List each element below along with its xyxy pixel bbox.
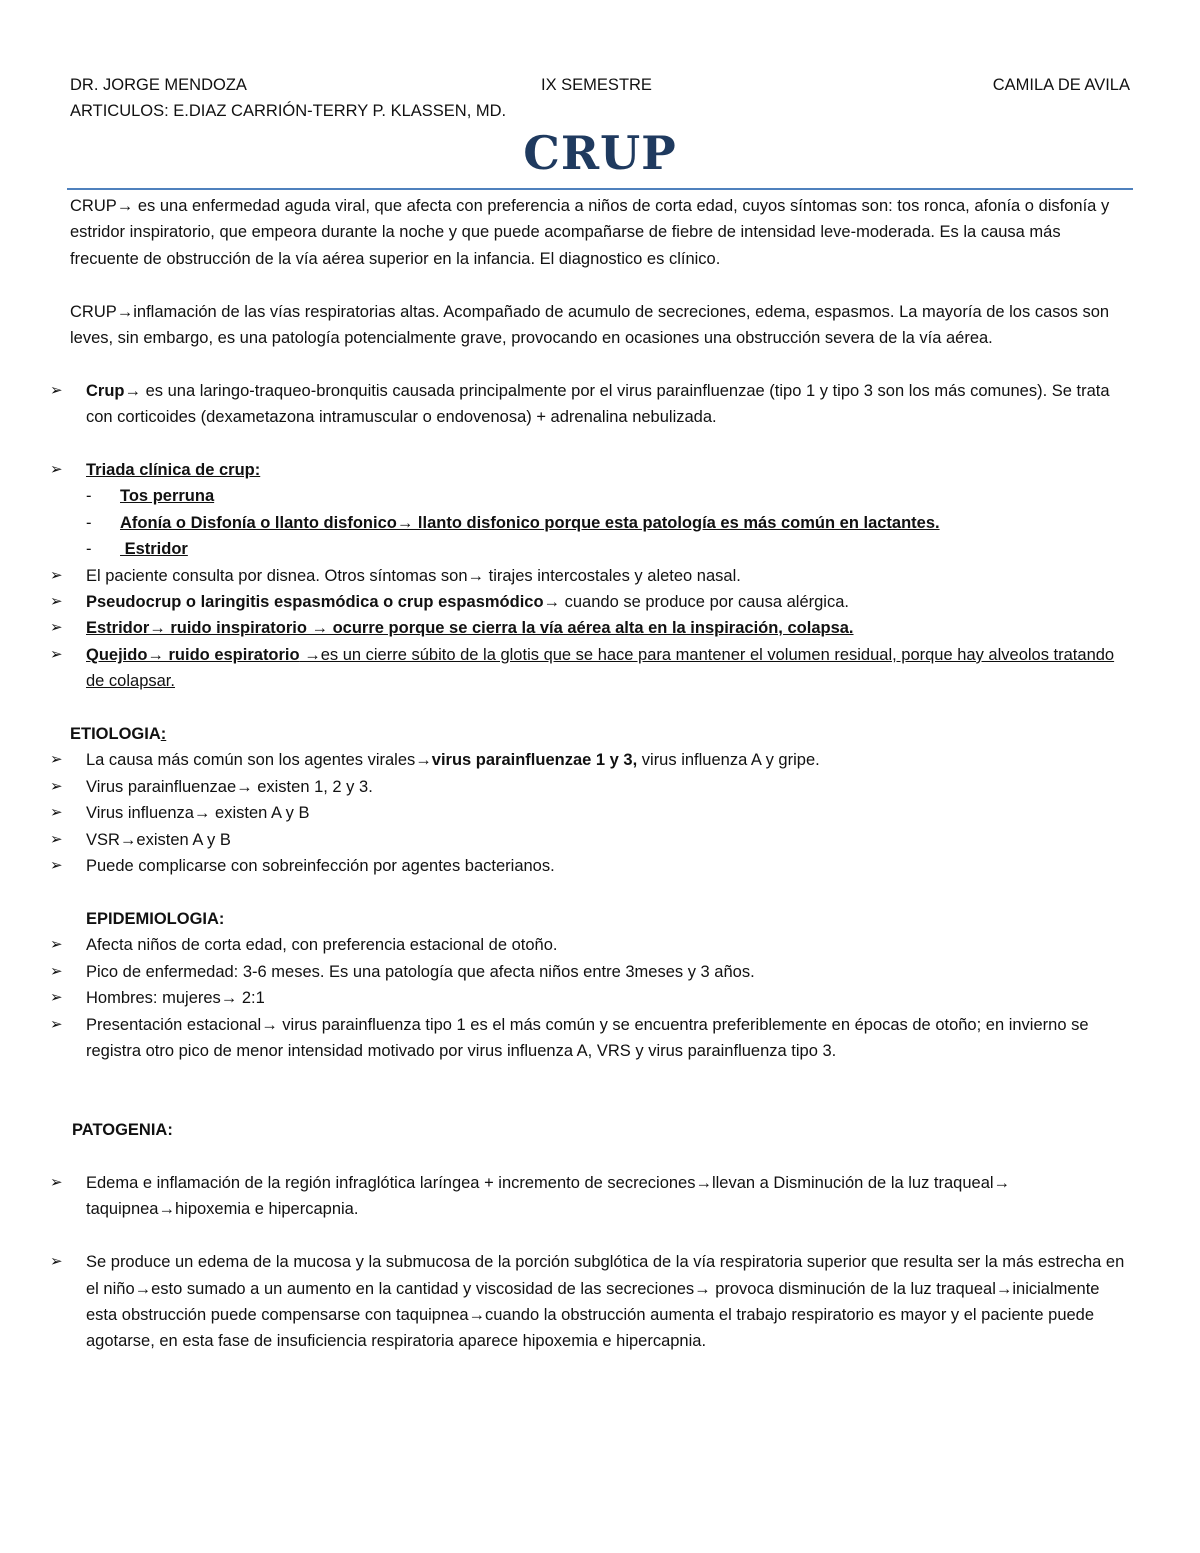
intro-paragraph-1: CRUP→ es una enfermedad aguda viral, que afecta con preferencia a niños de corta edad, cuyos síntomas son: tos ronca, afonía o disfonía y estridor inspiratorio, que empeora durante la noche y que puede acompañarse de fiebre de intensidad leve-moderada. Es la causa más frecuente de obstrucción de la vía aérea superior en la infancia. El diagnostico es clínico.	[70, 197, 1110, 268]
arrow-bullet-icon: ➢	[50, 777, 63, 795]
arrow-bullet-icon: ➢	[50, 804, 63, 822]
etiologia-heading: ETIOLOGIA:	[70, 725, 167, 744]
dash-bullet-icon: -	[86, 540, 92, 559]
etiologia-item-5: ➢ Puede complicarse con sobreinfección por agentes bacterianos.	[70, 853, 1130, 879]
document-body	[50, 193, 1130, 1355]
epidemiologia-item-3: ➢ Hombres: mujeres→ 2:1	[70, 985, 1130, 1011]
patogenia-heading: PATOGENIA:	[72, 1121, 173, 1140]
header-author: DR. JORGE MENDOZA	[70, 76, 247, 94]
arrow-bullet-icon: ➢	[50, 461, 63, 479]
bullet-estridor: ➢ Estridor→ ruido inspiratorio → ocurre porque se cierra la vía aérea alta en la inspiración, colapsa.	[70, 615, 1130, 641]
bullet-disnea: ➢ El paciente consulta por disnea. Otros síntomas son→ tirajes intercostales y aleteo nasal.	[70, 563, 1130, 589]
arrow-bullet-icon: ➢	[50, 1173, 63, 1191]
patogenia-item-2: ➢ Se produce un edema de la mucosa y la submucosa de la porción subglótica de la vía respiratoria superior que resulta ser la más estrecha en el niño→esto sumado a un aumento en la cantidad y viscosidad de las secreciones→ provoca disminución de la luz traqueal→inicialmente esta obstrucción puede compensarse con taquipnea→cuando la obstrucción aumenta el trabajo respiratorio es mayor y el paciente puede agotarse, en esta fase de insuficiencia respiratoria aparece hipoxemia e hipercapnia.	[70, 1249, 1130, 1355]
title-underline	[67, 188, 1133, 190]
triad-item-3: - Estridor	[70, 536, 1130, 562]
intro-paragraph-2: CRUP→inflamación de las vías respiratorias altas. Acompañado de acumulo de secreciones, edema, espasmos. La mayoría de los casos son leves, sin embargo, es una patología potencialmente grave, provocando en ocasiones una obstrucción severa de la vía aérea.	[70, 302, 1110, 348]
arrow-bullet-icon: ➢	[50, 381, 63, 399]
arrow-bullet-icon: ➢	[50, 593, 63, 611]
header-student: CAMILA DE AVILA	[992, 76, 1130, 94]
arrow-bullet-icon: ➢	[50, 962, 63, 980]
etiologia-item-3: ➢ Virus influenza→ existen A y B	[70, 800, 1130, 826]
etiologia-item-1: ➢ La causa más común son los agentes virales→virus parainfluenzae 1 y 3, virus influenza A y gripe.	[70, 747, 1130, 773]
arrow-bullet-icon: ➢	[50, 989, 63, 1007]
epidemiologia-item-2: ➢ Pico de enfermedad: 3-6 meses. Es una patología que afecta niños entre 3meses y 3 años.	[70, 959, 1130, 985]
arrow-bullet-icon: ➢	[50, 645, 63, 663]
dash-bullet-icon: -	[86, 513, 92, 532]
triad-item-1: - Tos perruna	[70, 483, 1130, 509]
dash-bullet-icon: -	[86, 487, 92, 506]
crup-term: Crup→	[86, 381, 141, 400]
bullet-pseudocrup: ➢ Pseudocrup o laringitis espasmódica o crup espasmódico→ cuando se produce por causa alérgica.	[70, 589, 1130, 615]
header-semester: IX SEMESTRE	[541, 76, 652, 94]
triad-heading: Triada clínica de crup:	[86, 461, 261, 480]
epidemiologia-item-1: ➢ Afecta niños de corta edad, con preferencia estacional de otoño.	[70, 932, 1130, 958]
etiologia-item-2: ➢ Virus parainfluenzae→ existen 1, 2 y 3.	[70, 774, 1130, 800]
arrow-bullet-icon: ➢	[50, 830, 63, 848]
epidemiologia-heading: EPIDEMIOLOGIA:	[86, 909, 225, 928]
arrow-bullet-icon: ➢	[50, 1015, 63, 1033]
bullet-crup	[50, 378, 1130, 431]
arrow-bullet-icon: ➢	[50, 936, 63, 954]
etiologia-item-4: ➢ VSR→existen A y B	[70, 827, 1130, 853]
arrow-bullet-icon: ➢	[50, 1253, 63, 1271]
bullet-quejido: ➢ Quejido→ ruido espiratorio →es un cierre súbito de la glotis que se hace para mantener el volumen residual, porque hay alveolos tratando de colapsar.	[70, 642, 1130, 695]
header-articles: ARTICULOS: E.DIAZ CARRIÓN-TERRY P. KLASSEN, MD.	[70, 102, 507, 120]
arrow-bullet-icon: ➢	[50, 751, 63, 769]
epidemiologia-item-4: ➢ Presentación estacional→ virus parainfluenza tipo 1 es el más común y se encuentra preferiblemente en épocas de otoño; en invierno se registra otro pico de menor intensidad motivado por virus influenza A, VRS y virus parainfluenza tipo 3.	[70, 1012, 1130, 1065]
arrow-bullet-icon: ➢	[50, 857, 63, 875]
patogenia-item-1: ➢ Edema e inflamación de la región infraglótica laríngea + incremento de secreciones→llevan a Disminución de la luz traqueal→ taquipnea→hipoxemia e hipercapnia.	[70, 1170, 1130, 1223]
page-title: CRUP	[523, 126, 677, 180]
triad-item-2: - Afonía o Disfonía o llanto disfonico→ llanto disfonico porque esta patología es más común en lactantes.	[70, 510, 1130, 536]
bullet-triad-heading	[50, 457, 1130, 483]
arrow-bullet-icon: ➢	[50, 619, 63, 637]
arrow-bullet-icon: ➢	[50, 566, 63, 584]
crup-text: es una laringo-traqueo-bronquitis causada principalmente por el virus parainfluenzae (tipo 1 y tipo 3 son los más comunes). Se trata con corticoides (dexametazona intramuscular o endovenosa) + adrenalina nebulizada.	[86, 381, 1110, 427]
